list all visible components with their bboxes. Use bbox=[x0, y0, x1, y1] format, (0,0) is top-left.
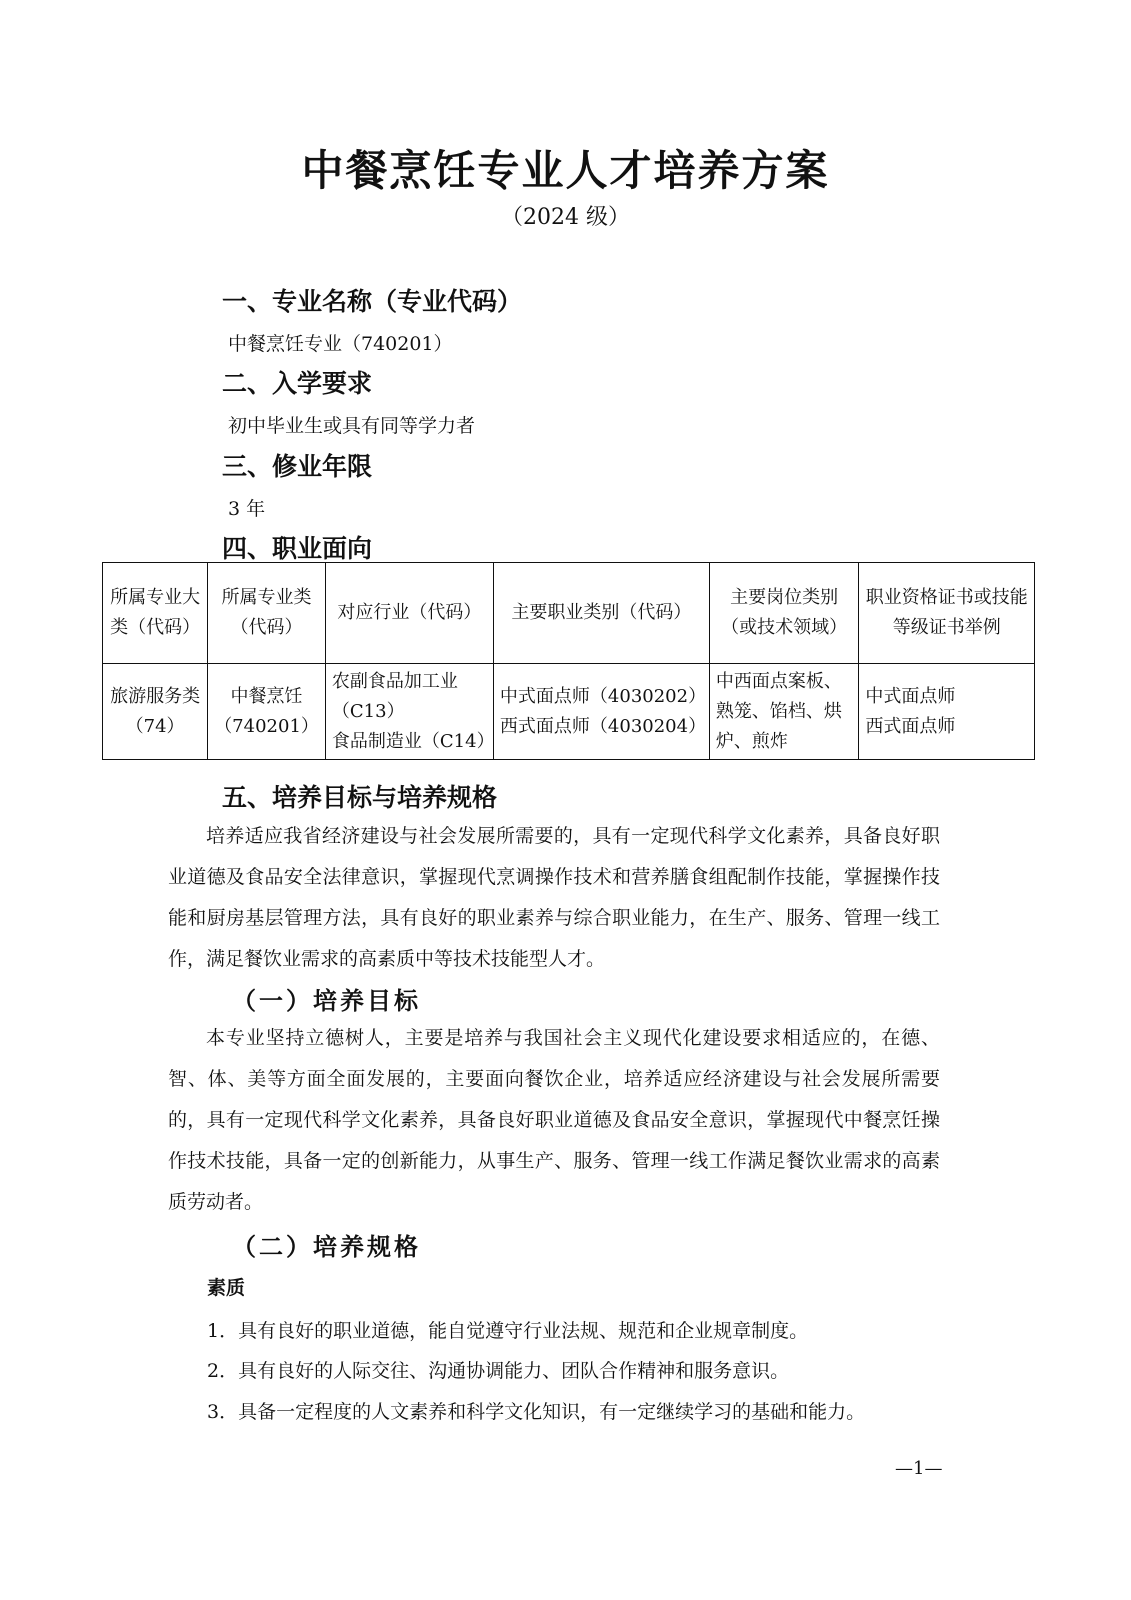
table-header-cell: 对应行业（代码） bbox=[325, 563, 493, 664]
table-cell: 旅游服务类（74） bbox=[103, 664, 208, 760]
table-cell-line: 中式面点师（4030202） bbox=[499, 685, 707, 707]
section-heading-career: 四、职业面向 bbox=[222, 534, 373, 563]
section-heading-duration: 三、修业年限 bbox=[222, 452, 373, 481]
table-header-cell: 主要职业类别（代码） bbox=[493, 563, 709, 664]
table-row bbox=[103, 664, 1035, 760]
table-header-cell: 所属专业大类（代码） bbox=[103, 563, 208, 664]
table-header-cell: 所属专业类（代码） bbox=[208, 563, 326, 664]
table-cell-line: 中式面点师 bbox=[865, 685, 956, 707]
table-cell-line: 农副食品加工业（C13） bbox=[331, 670, 458, 722]
career-table bbox=[102, 562, 1035, 760]
table-cell-line: 西式面点师（4030204） bbox=[499, 715, 707, 737]
list-item: 1．具有良好的职业道德，能自觉遵守行业法规、规范和企业规章制度。 bbox=[207, 1320, 809, 1342]
table-header-cell: 职业资格证书或技能等级证书举例 bbox=[859, 563, 1035, 664]
page-number: —1— bbox=[895, 1458, 943, 1479]
admission-text: 初中毕业生或具有同等学力者 bbox=[228, 415, 476, 437]
table-cell bbox=[493, 664, 709, 760]
subsection-heading-spec: （二）培养规格 bbox=[232, 1233, 421, 1261]
list-item: 2．具有良好的人际交往、沟通协调能力、团队合作精神和服务意识。 bbox=[207, 1360, 790, 1382]
goal-paragraph: 本专业坚持立德树人，主要是培养与我国社会主义现代化建设要求相适应的，在德、智、体、美等方面全面发展的，主要面向餐饮企业，培养适应经济建设与社会发展所需要的，具有一定现代科学文化素养，具备良好职业道德及食品安全意识，掌握现代中餐烹饪操作技术技能，具备一定的创新能力，从事生产、服务、管理一线工作满足餐饮业需求的高素质劳动者。 bbox=[168, 1027, 940, 1213]
section-heading-objectives: 五、培养目标与培养规格 bbox=[222, 783, 498, 812]
document-subtitle: （2024 级） bbox=[501, 205, 630, 230]
section-heading-major-name: 一、专业名称（专业代码） bbox=[222, 287, 523, 316]
major-name-text: 中餐烹饪专业（740201） bbox=[228, 333, 453, 355]
table-header-cell: 主要岗位类别（或技术领域） bbox=[709, 563, 859, 664]
table-cell bbox=[325, 664, 493, 760]
document-title: 中餐烹饪专业人才培养方案 bbox=[301, 146, 830, 195]
table-cell-line: 西式面点师 bbox=[865, 715, 956, 737]
objectives-intro-paragraph: 培养适应我省经济建设与社会发展所需要的，具有一定现代科学文化素养，具备良好职业道德及食品安全法律意识，掌握现代烹调操作技术和营养膳食组配制作技能，掌握操作技能和厨房基层管理方法，具有良好的职业素养与综合职业能力，在生产、服务、管理一线工作，满足餐饮业需求的高素质中等技术技能型人才。 bbox=[168, 825, 940, 970]
list-item: 3．具备一定程度的人文素养和科学文化知识，有一定继续学习的基础和能力。 bbox=[207, 1401, 866, 1423]
section-heading-admission: 二、入学要求 bbox=[222, 369, 373, 398]
table-cell-line: 食品制造业（C14） bbox=[331, 730, 495, 752]
table-cell: 中西面点案板、熟笼、馅档、烘炉、煎炸 bbox=[709, 664, 859, 760]
table-cell: 中餐烹饪（740201） bbox=[208, 664, 326, 760]
duration-text: 3 年 bbox=[228, 498, 266, 520]
table-cell bbox=[859, 664, 1035, 760]
quality-label: 素质 bbox=[207, 1277, 246, 1299]
subsection-heading-goal: （一）培养目标 bbox=[232, 987, 421, 1015]
table-header-row bbox=[103, 563, 1035, 664]
